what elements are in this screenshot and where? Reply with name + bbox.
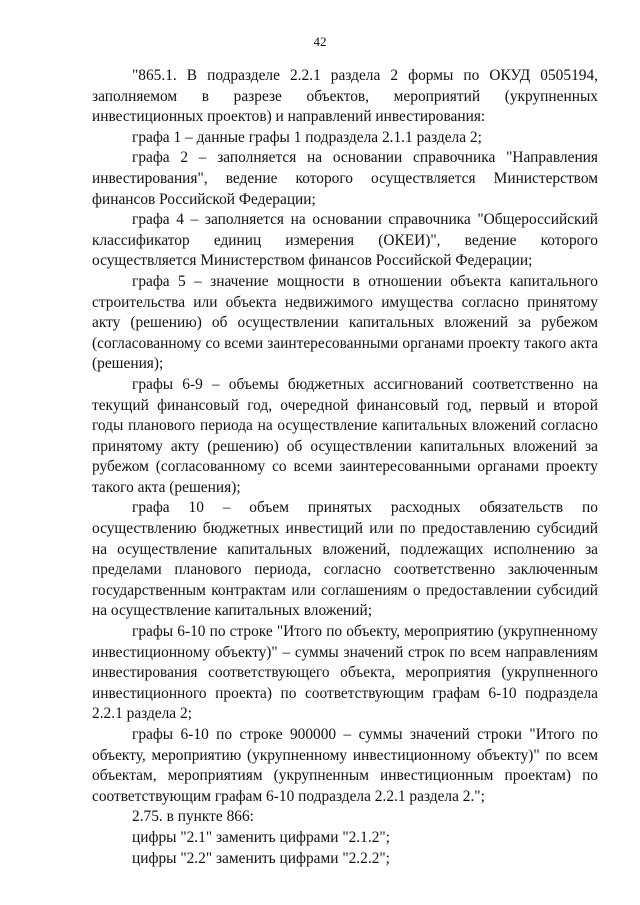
paragraph-columns-6-10-row-900000: графы 6-10 по строке 900000 – суммы значений строки "Итого по объекту, мероприятию (укрупненному инвестиционному объекту)" по всем объектам, мероприятиям (укрупненным инвестиционным проектам) по соответствующим графам 6-10 подраздела 2.2.1 раздела 2."; [92, 726, 598, 805]
paragraph-columns-6-10-total-object: графы 6-10 по строке "Итого по объекту, мероприятию (укрупненному инвестиционному объекту)" – суммы значений строк по всем направлениям инвестирования соответствующего объекта, мероприятия (укрупненного инвестиционного проекта) по соответствующим графам 6-10 подраздела 2.2.1 раздела 2; [92, 623, 598, 723]
paragraph-column-2: графа 2 – заполняется на основании справочника "Направления инвестирования", ведение которого осуществляется Министерством финансов Российской Федерации; [92, 149, 598, 208]
document-body [92, 66, 598, 869]
paragraph-column-4: графа 4 – заполняется на основании справочника "Общероссийский классификатор единиц измерения (ОКЕИ)", ведение которого осуществляется Министерством финансов Российской Федерации; [92, 211, 598, 270]
paragraph-columns-6-9: графы 6-9 – объемы бюджетных ассигнований соответственно на текущий финансовый год, очередной финансовый год, первый и второй годы планового периода на осуществление капитальных вложений согласно принятому акту (решению) об осуществлении капитальных вложений за рубежом (согласованному со всеми заинтересованными органами проекту такого акта (решения); [92, 375, 598, 496]
paragraph-column-5: графа 5 – значение мощности в отношении объекта капитального строительства или объекта недвижимого имущества согласно принятому акту (решению) об осуществлении капитальных вложений за рубежом (согласованному со всеми заинтересованными органами проекту такого акта (решения); [92, 272, 598, 373]
paragraph-replace-2-1: цифры "2.1" заменить цифрами "2.1.2"; [132, 828, 390, 846]
paragraph-column-1: графа 1 – данные графы 1 подраздела 2.1.1 раздела 2; [132, 128, 482, 146]
paragraph-item-2-75: 2.75. в пункте 866: [132, 808, 254, 826]
paragraph-column-10: графа 10 – объем принятых расходных обязательств по осуществлению бюджетных инвестиций или по предоставлению субсидий на осуществление капитальных вложений, подлежащих исполнению за пределами планового периода, согласно соответственно заключенным государственным контрактам или соглашениям о предоставлении субсидий на осуществление капитальных вложений; [92, 499, 598, 620]
paragraph-replace-2-2: цифры "2.2" заменить цифрами "2.2.2"; [132, 849, 390, 867]
page-number: 42 [313, 34, 327, 49]
paragraph-section-865-1: "865.1. В подразделе 2.2.1 раздела 2 формы по ОКУД 0505194, заполняемом в разрезе объектов, мероприятий (укрупненных инвестиционных проектов) и направлений инвестирования: [92, 67, 598, 126]
